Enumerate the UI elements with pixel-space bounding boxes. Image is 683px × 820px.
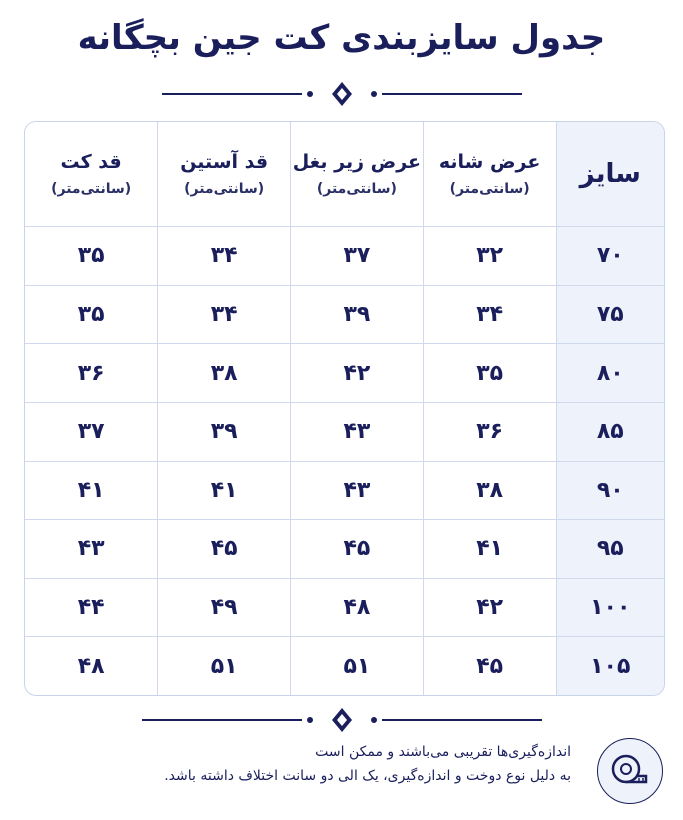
cell-shoulder: ۴۲ [423,578,556,637]
diamond-ornament-icon [0,708,683,732]
size-table [24,121,665,696]
cell-size: ۱۰۰ [556,578,664,637]
cell-sleeve: ۴۹ [158,578,291,637]
note-section [24,738,663,808]
cell-sleeve: ۴۱ [158,461,291,520]
cell-sleeve: ۳۴ [158,227,291,286]
table-row [25,344,664,403]
header-underarm: عرض زیر بغل (سانتی‌متر) [291,122,424,227]
cell-length: ۳۵ [25,227,158,286]
cell-underarm: ۴۲ [291,344,424,403]
cell-underarm: ۳۷ [291,227,424,286]
cell-shoulder: ۴۱ [423,520,556,579]
cell-size: ۸۰ [556,344,664,403]
table-header-row [25,122,664,227]
table-row [25,461,664,520]
cell-sleeve: ۴۵ [158,520,291,579]
cell-underarm: ۴۸ [291,578,424,637]
measuring-tape-icon [597,738,663,804]
cell-shoulder: ۳۵ [423,344,556,403]
cell-shoulder: ۴۵ [423,637,556,695]
cell-size: ۸۵ [556,402,664,461]
note-line-2: به دلیل نوع دوخت و اندازه‌گیری، یک الی دو سانت اختلاف داشته باشد. [164,768,571,784]
table-row [25,227,664,286]
table-row [25,402,664,461]
cell-underarm: ۴۵ [291,520,424,579]
diamond-ornament-icon [0,82,683,106]
note-line-1: اندازه‌گیری‌ها تقریبی می‌باشند و ممکن است [315,744,571,760]
cell-size: ۱۰۵ [556,637,664,695]
page-title: جدول سایزبندی کت جین بچگانه [77,18,606,58]
cell-size: ۹۵ [556,520,664,579]
header-sleeve: قد آستین (سانتی‌متر) [158,122,291,227]
cell-underarm: ۴۳ [291,402,424,461]
table-row [25,637,664,695]
table-row [25,578,664,637]
cell-length: ۴۸ [77,653,105,679]
cell-sleeve: ۳۸ [158,344,291,403]
cell-sleeve: ۵۱ [158,637,291,695]
cell-size: ۹۰ [556,461,664,520]
table-row [25,520,664,579]
cell-shoulder: ۳۸ [423,461,556,520]
header-size: سایز [556,122,664,227]
cell-underarm: ۵۱ [291,637,424,695]
cell-shoulder: ۳۶ [423,402,556,461]
cell-underarm: ۳۹ [291,285,424,344]
cell-underarm: ۴۳ [291,461,424,520]
cell-length: ۳۵ [25,285,158,344]
cell-length: ۳۶ [25,344,158,403]
cell-sleeve: ۳۴ [158,285,291,344]
cell-length: ۴۴ [25,578,158,637]
header-length: قد کت (سانتی‌متر) [25,122,158,227]
cell-length: ۴۱ [25,461,158,520]
cell-length: ۴۳ [25,520,158,579]
cell-length: ۳۷ [25,402,158,461]
header-shoulder: عرض شانه (سانتی‌متر) [423,122,556,227]
table-row [25,285,664,344]
cell-shoulder: ۳۲ [423,227,556,286]
measurement-note [11,740,571,788]
cell-size: ۷۰ [556,227,664,286]
cell-sleeve: ۳۹ [158,402,291,461]
cell-size: ۷۵ [556,285,664,344]
cell-shoulder: ۳۴ [423,285,556,344]
